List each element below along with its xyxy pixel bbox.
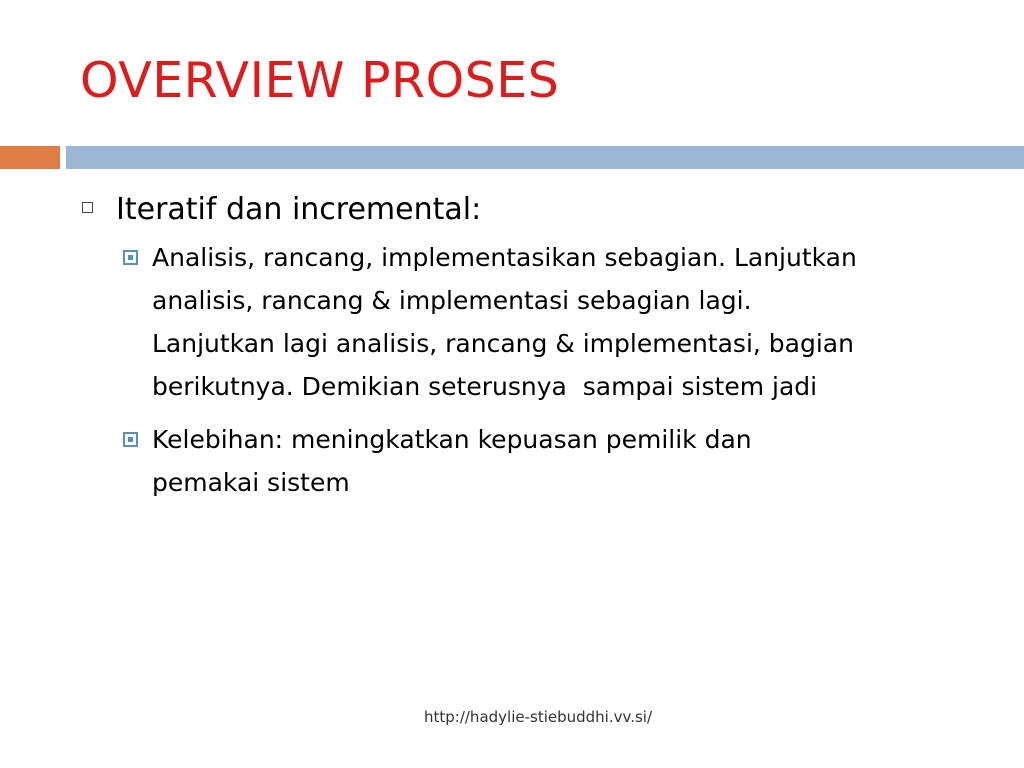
filled-square-bullet-icon <box>123 250 138 265</box>
bullet-item <box>82 188 982 232</box>
bullet-list <box>82 188 982 514</box>
sub-bullet-line: Analisis, rancang, implementasikan sebagian. Lanjutkan <box>152 243 857 272</box>
bullet-text: Iteratif dan incremental: <box>116 192 482 227</box>
filled-square-bullet-icon <box>123 432 138 447</box>
sub-bullet-item <box>120 236 942 408</box>
slide-title: OVERVIEW PROSES <box>80 52 560 109</box>
sub-bullet-line: analisis, rancang & implementasi sebagian lagi. <box>152 286 752 315</box>
accent-bar-orange <box>0 146 60 169</box>
accent-bar-blue <box>66 146 1024 169</box>
sub-bullet-line: Lanjutkan lagi analisis, rancang & implementasi, bagian <box>152 329 854 358</box>
hollow-square-bullet-icon <box>82 202 93 213</box>
footer-url-text: http://hadylie-stiebuddhi.vv.si/ <box>423 708 653 726</box>
sub-bullet-line: pemakai sistem <box>152 468 350 497</box>
sub-bullet-item <box>120 418 942 504</box>
footer-url <box>0 708 1024 726</box>
sub-bullet-line: Kelebihan: meningkatkan kepuasan pemilik dan <box>152 425 752 454</box>
sub-bullet-line: berikutnya. Demikian seterusnya sampai sistem jadi <box>152 372 818 401</box>
